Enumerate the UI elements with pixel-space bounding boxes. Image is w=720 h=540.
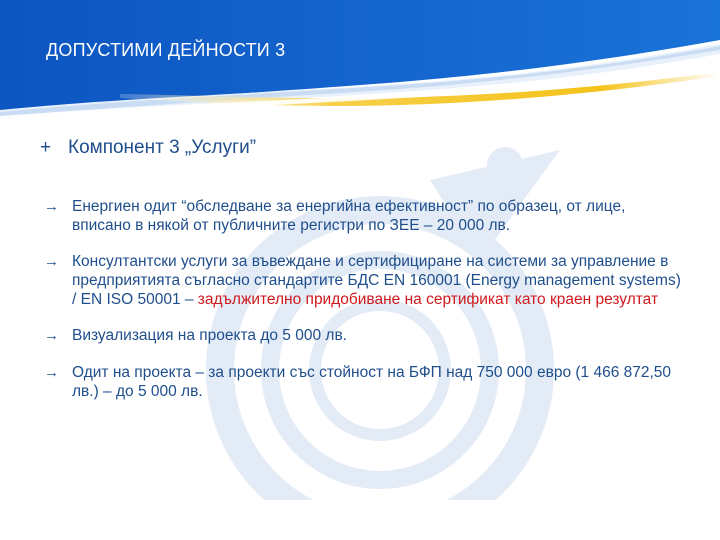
- slide-title: ДОПУСТИМИ ДЕЙНОСТИ 3: [46, 40, 286, 60]
- bullet-highlight-text: задължително придобиване на сертификат като краен резултат: [197, 291, 659, 308]
- arrow-right-icon: →: [44, 327, 59, 344]
- bullet-list: [44, 197, 684, 401]
- bullet-item-visualization: [44, 326, 684, 345]
- header-banner: [0, 0, 720, 140]
- header-swoosh-graphic: [0, 0, 720, 140]
- bullet-text: Енергиен одит “обследване за енергийна ефективност” по образец, от лице, вписано в някой от публичните регистри по ЗЕЕ – 20 000 лв.: [72, 198, 626, 234]
- bullet-item-project-audit: [44, 363, 684, 401]
- section-subtitle: [40, 137, 256, 159]
- subtitle-text: Компонент 3 „Услуги”: [68, 137, 257, 158]
- arrow-right-icon: →: [44, 253, 59, 270]
- arrow-right-icon: →: [44, 364, 59, 381]
- bullet-text: Визуализация на проекта до 5 000 лв.: [72, 327, 347, 344]
- bullet-text: Консултантски услуги за въвеждане и сертифициране на системи за управление в предприятията съгласно стандартите БДС EN 160001 (Energy management systems) / EN ISO 50001 –: [72, 253, 681, 308]
- plus-icon: +: [40, 137, 52, 158]
- bullet-text: Одит на проекта – за проекти със стойност на БФП над 750 000 евро (1 466 872,50 лв.) – до 5 000 лв.: [72, 364, 672, 400]
- arrow-right-icon: →: [44, 198, 59, 215]
- bullet-item-consulting: [44, 252, 684, 309]
- bullet-item-energy-audit: [44, 197, 684, 235]
